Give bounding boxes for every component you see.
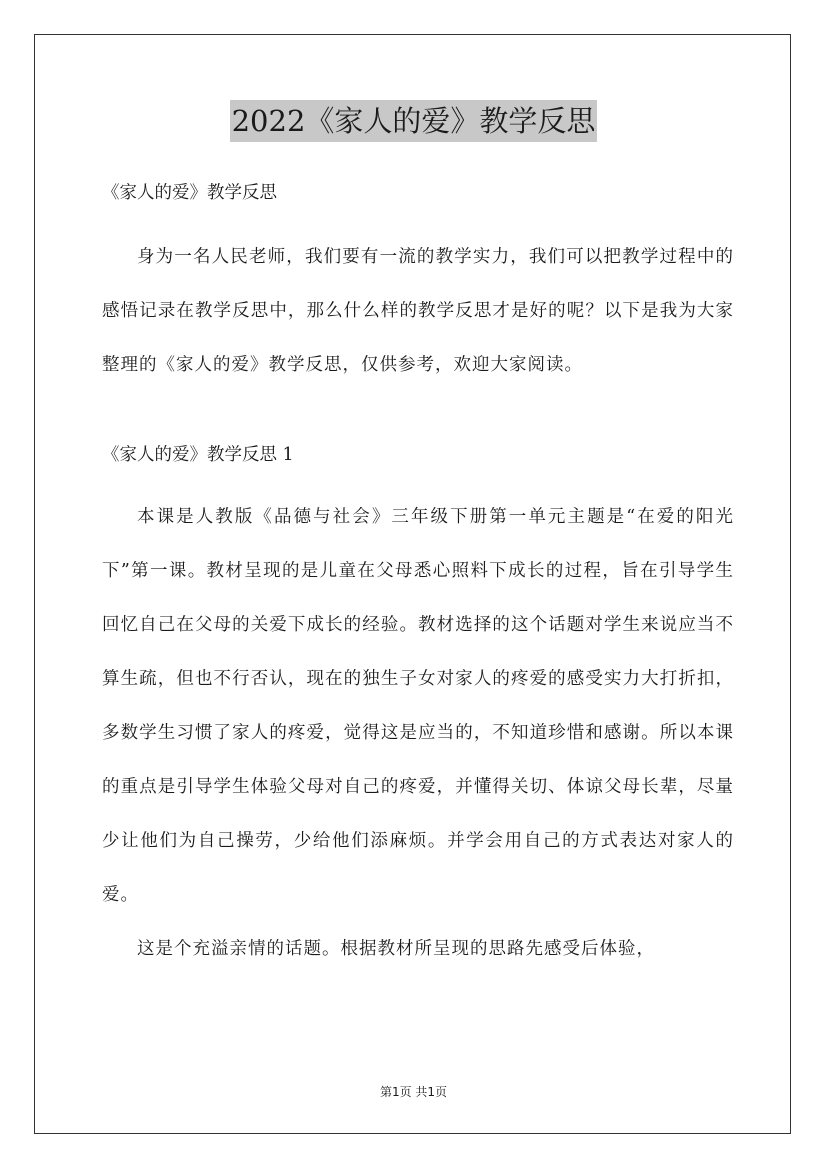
- document-body: [102, 180, 734, 976]
- section1-heading: 《家人的爱》教学反思 1: [102, 445, 294, 465]
- page-footer: 第1页 共1页: [379, 1085, 448, 1099]
- document-title-wrap: [0, 100, 827, 142]
- intro-paragraph: 身为一名人民老师，我们要有一流的教学实力，我们可以把教学过程中的感悟记录在教学反思中，那么什么样的教学反思才是好的呢？以下是我为大家整理的《家人的爱》教学反思，仅供参考，欢迎大家阅读。: [102, 247, 734, 375]
- intro-heading: 《家人的爱》教学反思: [102, 183, 277, 203]
- section1-paragraph-1: 本课是人教版《品德与社会》三年级下册第一单元主题是“在爱的阳光下”第一课。教材呈现的是儿童在父母悉心照料下成长的过程，旨在引导学生回忆自己在父母的关爱下成长的经验。教材选择的这个话题对学生来说应当不算生疏，但也不行否认，现在的独生子女对家人的疼爱的感受实力大打折扣，多数学生习惯了家人的疼爱，觉得这是应当的，不知道珍惜和感谢。所以本课的重点是引导学生体验父母对自己的疼爱，并懂得关切、体谅父母长辈，尽量少让他们为自己操劳，少给他们添麻烦。并学会用自己的方式表达对家人的爱。: [102, 507, 734, 905]
- document-title: 2022《家人的爱》教学反思: [230, 100, 598, 142]
- section1-paragraph-2: 这是个充溢亲情的话题。根据教材所呈现的思路先感受后体验，: [137, 939, 655, 959]
